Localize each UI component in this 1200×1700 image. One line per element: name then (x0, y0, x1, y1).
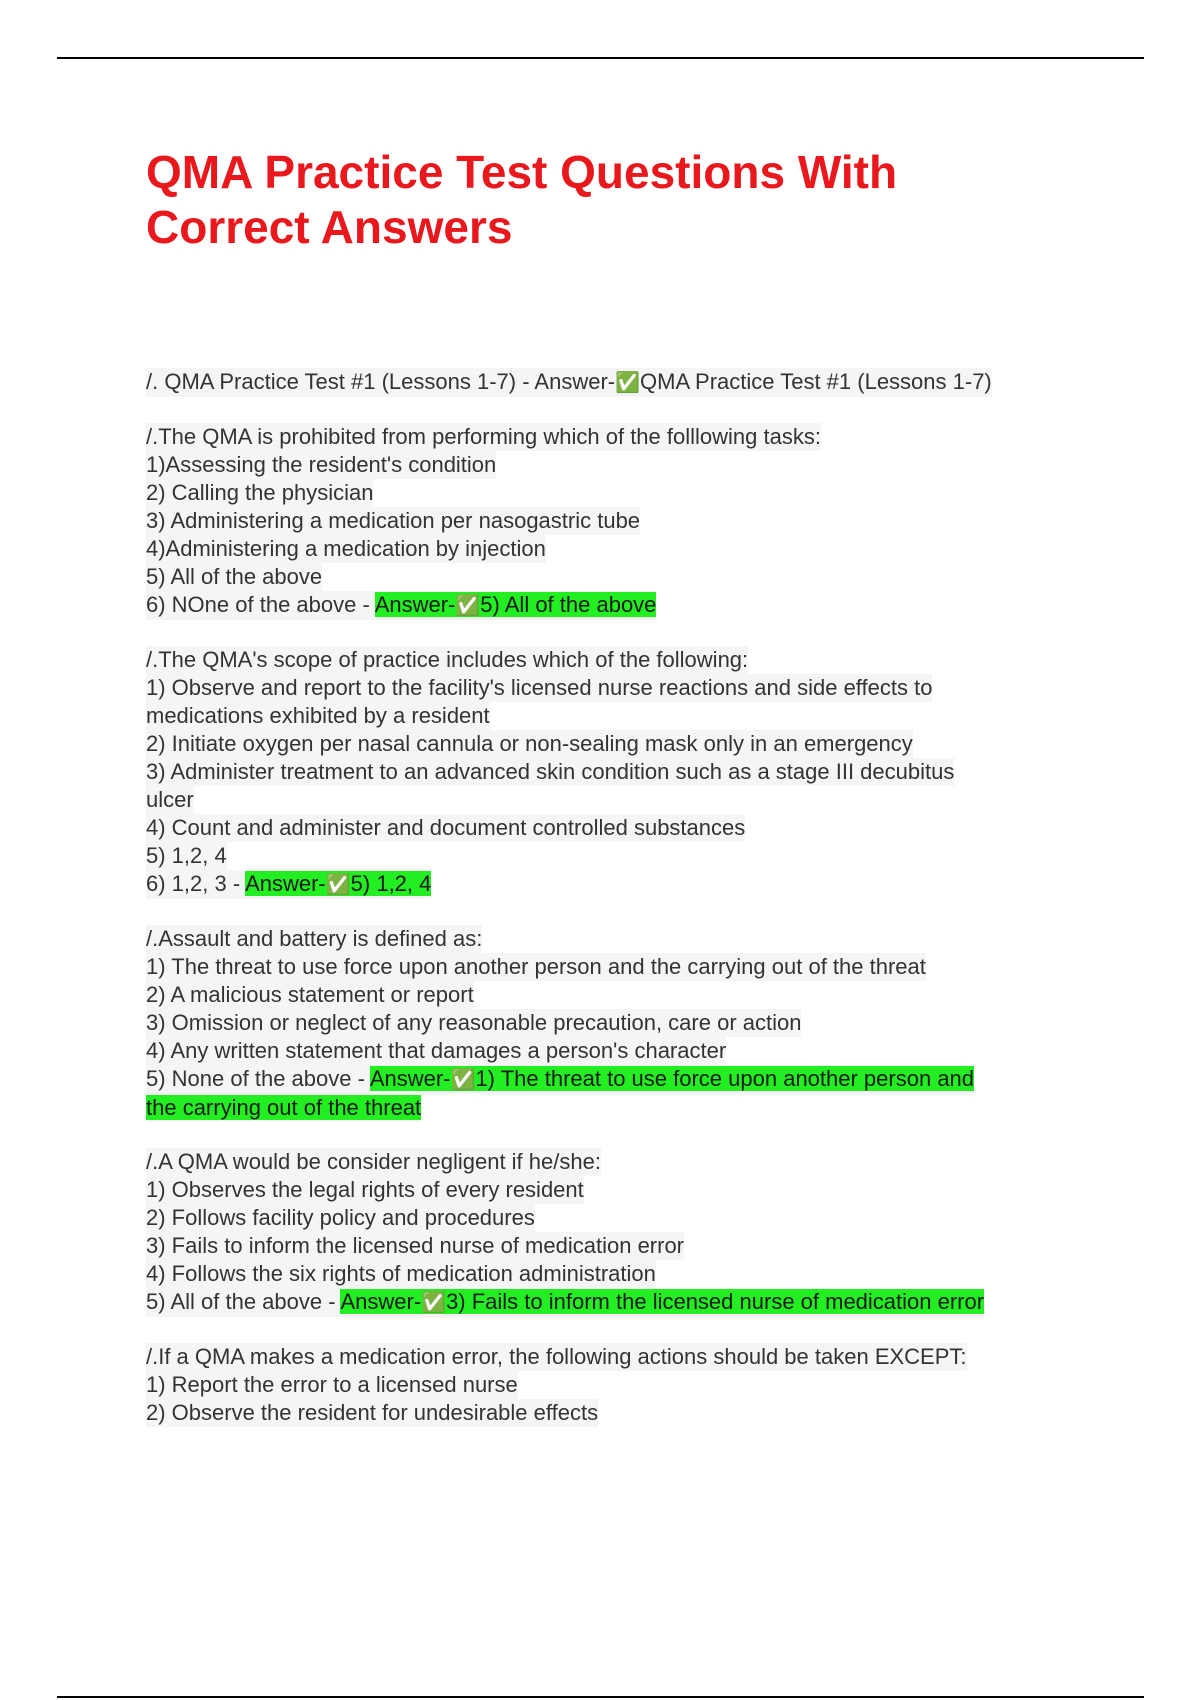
option: 3) Omission or neglect of any reasonable precaution, care or action (146, 1010, 802, 1035)
title-line-2: Correct Answers (146, 201, 513, 253)
question-3 (146, 925, 1106, 1122)
option: 2) Observe the resident for undesirable effects (146, 1400, 599, 1425)
option: 2) Follows facility policy and procedures (146, 1205, 535, 1230)
footer-rule (57, 1696, 1144, 1698)
option: 4) Count and administer and document controlled substances (146, 815, 746, 840)
question-prompt: /.The QMA is prohibited from performing which of the folllowing tasks: (146, 424, 821, 449)
check-icon: ✅ (450, 1069, 476, 1091)
header-rule (57, 57, 1144, 59)
question-4 (146, 1148, 1106, 1317)
option: 4) Any written statement that damages a person's character (146, 1038, 727, 1063)
document-title (146, 145, 1106, 255)
question-prompt: /.Assault and battery is defined as: (146, 926, 483, 951)
option: 4)Administering a medication by injection (146, 536, 546, 561)
question-prompt: /.The QMA's scope of practice includes which of the following: (146, 647, 749, 672)
check-icon: ✅ (615, 372, 641, 394)
option: 5) 1,2, 4 (146, 843, 227, 868)
option: 1)Assessing the resident's condition (146, 452, 497, 477)
option: 1) Observes the legal rights of every resident (146, 1177, 584, 1202)
option-with-answer: 6) 1,2, 3 - Answer-✅5) 1,2, 4 (146, 870, 431, 899)
question-5 (146, 1343, 1106, 1427)
check-icon: ✅ (421, 1292, 447, 1314)
option: 1) Observe and report to the facility's licensed nurse reactions and side effects to (146, 675, 933, 700)
check-icon: ✅ (325, 874, 351, 896)
question-1 (146, 423, 1106, 620)
question-prompt: /.If a QMA makes a medication error, the following actions should be taken EXCEPT: (146, 1344, 967, 1369)
check-icon: ✅ (455, 595, 481, 617)
option: 3) Administering a medication per nasogastric tube (146, 508, 641, 533)
option: 2) A malicious statement or report (146, 982, 474, 1007)
option: 2) Initiate oxygen per nasal cannula or non-sealing mask only in an emergency (146, 731, 913, 756)
intro-line: /. QMA Practice Test #1 (Lessons 1-7) - Answer-✅QMA Practice Test #1 (Lessons 1-7) (146, 368, 992, 397)
answer-highlight: Answer-✅5) All of the above (374, 592, 657, 617)
question-2 (146, 646, 1106, 899)
answer-highlight: Answer-✅1) The threat to use force upon another person and (369, 1066, 975, 1091)
answer-continuation (146, 1094, 421, 1122)
option: 1) The threat to use force upon another person and the carrying out of the threat (146, 954, 926, 979)
option: 2) Calling the physician (146, 480, 374, 505)
answer-highlight: Answer-✅3) Fails to inform the licensed nurse of medication error (340, 1289, 985, 1314)
option-with-answer: 5) None of the above - Answer-✅1) The threat to use force upon another person and (146, 1065, 974, 1094)
option: 4) Follows the six rights of medication administration (146, 1261, 656, 1286)
option-with-answer: 6) NOne of the above - Answer-✅5) All of the above (146, 591, 656, 620)
option: medications exhibited by a resident (146, 703, 490, 728)
option: 5) All of the above (146, 564, 323, 589)
document-body (146, 368, 1106, 1453)
option-with-answer: 5) All of the above - Answer-✅3) Fails to inform the licensed nurse of medication error (146, 1288, 984, 1317)
answer-highlight: the carrying out of the threat (146, 1095, 422, 1120)
option: ulcer (146, 787, 194, 812)
question-prompt: /.A QMA would be consider negligent if he/she: (146, 1149, 601, 1174)
option: 1) Report the error to a licensed nurse (146, 1372, 518, 1397)
option: 3) Fails to inform the licensed nurse of medication error (146, 1233, 685, 1258)
title-line-1: QMA Practice Test Questions With (146, 146, 898, 198)
answer-highlight: Answer-✅5) 1,2, 4 (245, 871, 432, 896)
option: 3) Administer treatment to an advanced skin condition such as a stage III decubitus (146, 759, 955, 784)
